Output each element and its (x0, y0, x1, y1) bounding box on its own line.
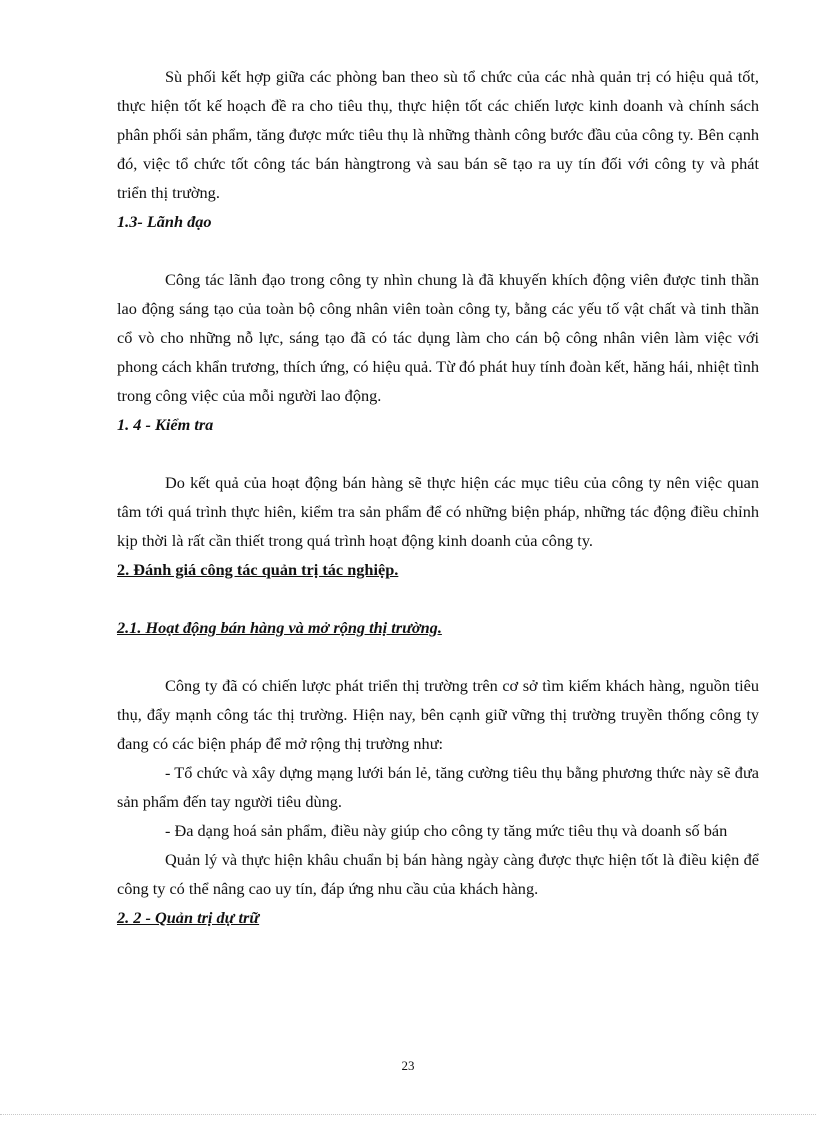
bullet-diversification: - Đa dạng hoá sản phẩm, điều này giúp cho công ty tăng mức tiêu thụ và doanh số bán (165, 821, 728, 840)
spacer (117, 439, 759, 468)
page-content (117, 62, 759, 932)
spacer (117, 642, 759, 671)
spacer (117, 236, 759, 265)
page-number: 23 (401, 1058, 415, 1073)
heading-1-3-leadership: 1.3- Lãnh đạo (117, 212, 212, 231)
paragraph-sales-preparation: Quản lý và thực hiện khâu chuẩn bị bán hàng ngày càng được thực hiện tốt là điều kiện để công ty có thể nâng cao uy tín, đáp ứng nhu cầu của khách hàng. (117, 850, 759, 898)
paragraph-market-strategy: Công ty đã có chiến lược phát triển thị trường trên cơ sở tìm kiếm khách hàng, nguồn tiêu thụ, đẩy mạnh công tác thị trường. Hiện nay, bên cạnh giữ vững thị trường truyền thống công ty đang có các biện pháp để mở rộng thị trường như: (117, 676, 759, 753)
paragraph-coordination: Sù phối kết hợp giữa các phòng ban theo sù tổ chức của các nhà quản trị có hiệu quả tốt, thực hiện tốt kế hoạch đề ra cho tiêu thụ, thực hiện tốt các chiến lược kinh doanh và chính sách phân phối sản phẩm, tăng được mức tiêu thụ là những thành công bước đầu của công ty. Bên cạnh đó, việc tổ chức tốt công tác bán hàngtrong và sau bán sẽ tạo ra uy tín đối với công ty và phát triển thị trường. (117, 67, 759, 202)
paragraph-inspection: Do kết quả của hoạt động bán hàng sẽ thực hiện các mục tiêu của công ty nên việc quan tâm tới quá trình thực hiên, kiểm tra sản phẩm để có những biện pháp, những tác động điều chỉnh kịp thời là rất cần thiết trong quá trình hoạt động kinh doanh của công ty. (117, 473, 759, 550)
bullet-retail-network: - Tổ chức và xây dựng mạng lưới bán lẻ, tăng cường tiêu thụ bằng phương thức này sẽ đưa sản phẩm đến tay người tiêu dùng. (117, 763, 759, 811)
page-bottom-divider (0, 1114, 816, 1115)
heading-2-1-sales: 2.1. Hoạt động bán hàng và mở rộng thị trường. (117, 618, 442, 637)
paragraph-leadership: Công tác lãnh đạo trong công ty nhìn chung là đã khuyến khích động viên được tinh thần lao động sáng tạo của toàn bộ công nhân viên toàn công ty, bằng các yếu tố vật chất và tinh thần cổ vò cho những nỗ lực, sáng tạo đã có tác dụng làm cho cán bộ công nhân viên làm việc với phong cách khẩn trương, thích ứng, có hiệu quả. Từ đó phát huy tính đoàn kết, hăng hái, nhiệt tình trong công việc của mỗi người lao động. (117, 270, 759, 405)
heading-1-4-inspection: 1. 4 - Kiểm tra (117, 415, 214, 434)
spacer (117, 584, 759, 613)
heading-2-2-inventory: 2. 2 - Quản trị dự trữ (117, 908, 260, 927)
heading-2-assessment: 2. Đánh giá công tác quản trị tác nghiệp. (117, 560, 399, 579)
